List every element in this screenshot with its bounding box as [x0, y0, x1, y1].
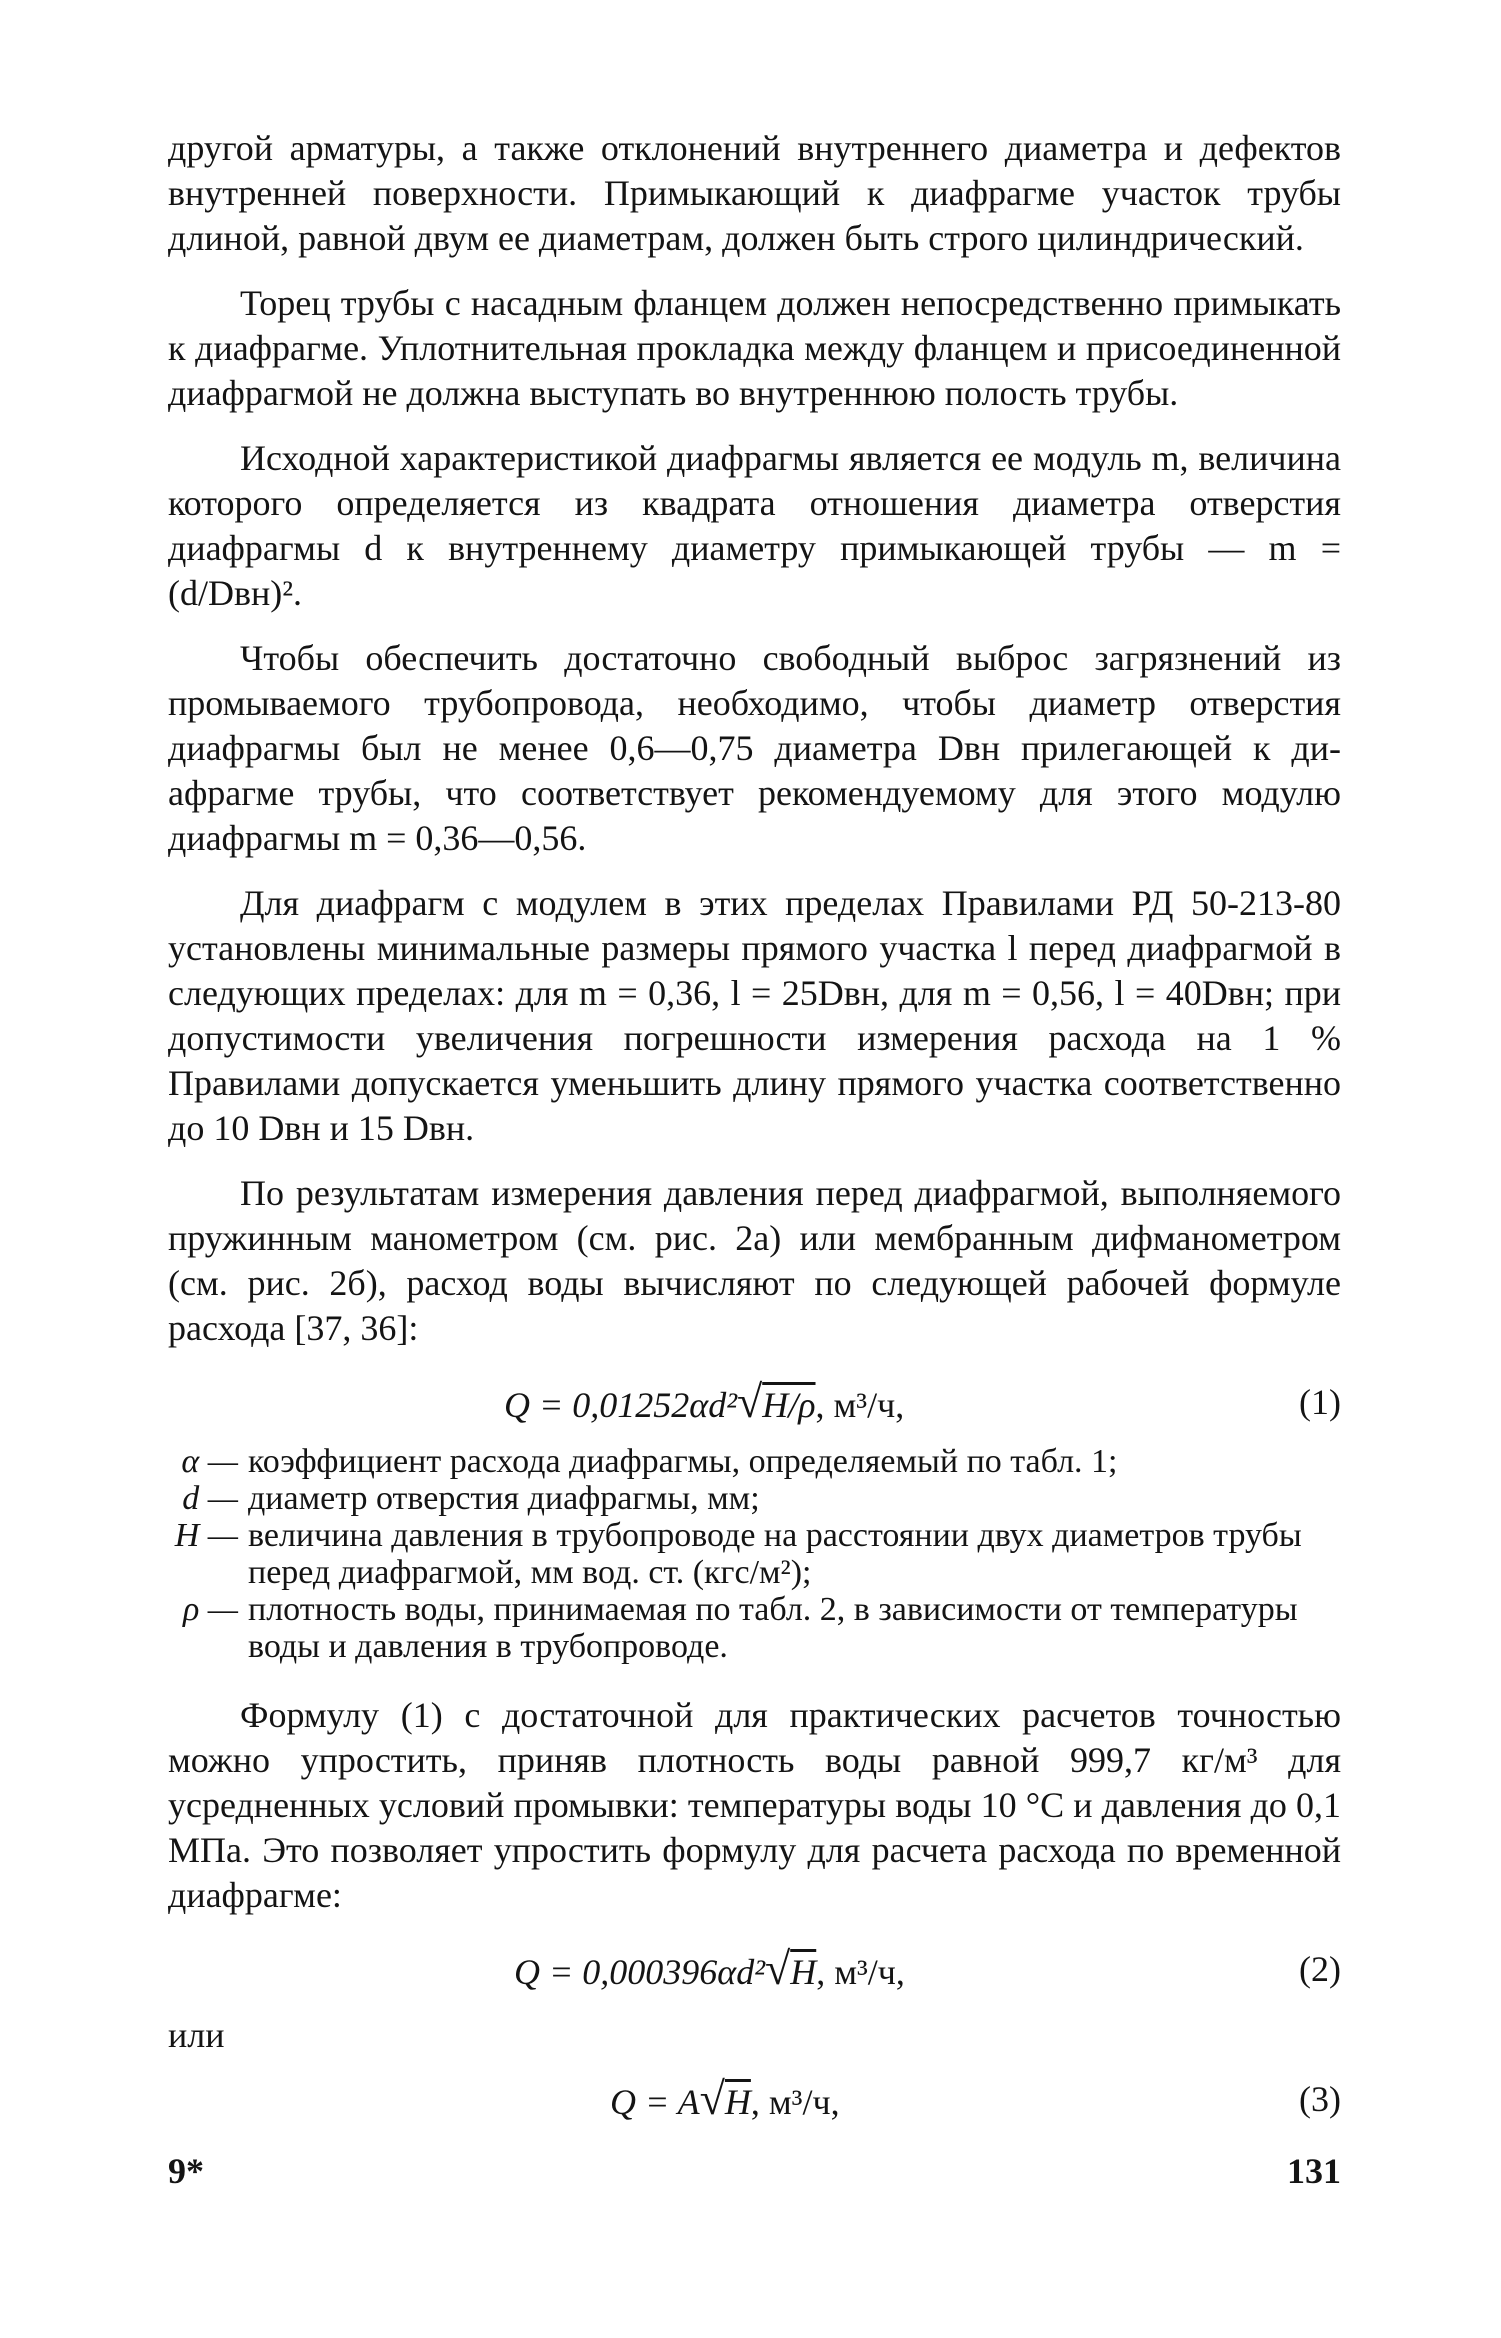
formula-1 [168, 1371, 1341, 1433]
definition-symbol: ρ — [182, 1591, 238, 1628]
definition-text: диаметр отверстия диафрагмы, мм; [248, 1480, 760, 1517]
definitions-list [168, 1443, 1341, 1665]
signature-mark: 9* [168, 2151, 204, 2191]
definition-alpha [168, 1443, 1341, 1480]
formula-1-expression [504, 1371, 904, 1436]
definition-h [168, 1517, 1341, 1591]
paragraph-4: Чтобы обеспечить достаточно свободный выброс загрязнений из промываемого трубопровода, необходимо, чтобы диаметр отверстия диафрагмы был не менее 0,6—0,75 диаметра Dвн прилегающей к диафрагме трубы, что соответствует рекомендуемому для этого модулю диафрагмы m = 0,36—0,56. [168, 638, 1341, 858]
definition-text: плотность воды, принимаемая по табл. 2, в зависимости от температуры воды и давления в трубопроводе. [248, 1591, 1298, 1665]
formula-2-unit: , м³/ч, [816, 1952, 905, 1992]
definition-symbol: H — [174, 1517, 238, 1554]
formula-1-lhs: Q = 0,01252αd² [504, 1385, 737, 1425]
formula-1-radicand: H/ρ [762, 1385, 816, 1425]
paragraph-1: другой арматуры, а также отклонений внутреннего диаметра и дефектов внутренней поверхности. Примыкающий к диафрагме участок трубы длиной, равной двум ее диаметрам, должен быть строго цилиндрический. [168, 128, 1341, 258]
paragraph-5: Для диафрагм с модулем в этих пределах Правилами РД 50-213-80 установлены минимальные размеры прямого участка l перед диафрагмой в следующих пределах: для m = 0,36, l = 25Dвн, для m = 0,56, l = 40Dвн; при допустимости увеличения погрешности измерения расхода на 1 % Правилами допускается уменьшить длину прямого участка соответственно до 10 Dвн и 15 Dвн. [168, 883, 1341, 1148]
formula-2-lhs: Q = 0,000396αd² [514, 1952, 765, 1992]
paragraph-6: По результатам измерения давления перед диафрагмой, выполняемого пружинным манометром (см. рис. 2а) или мембранным дифманометром (см. рис. 2б), расход воды вычисляют по следующей рабочей формуле расхода [37, 36]: [168, 1173, 1341, 1348]
formula-2 [168, 1938, 1341, 2000]
formula-2-number: (2) [1299, 1949, 1341, 1989]
definition-rho [168, 1591, 1341, 1665]
formula-3-unit: , м³/ч, [750, 2082, 840, 2122]
formula-3-lhs: Q = A [610, 2082, 700, 2122]
paragraph-7: Формулу (1) с достаточной для практических расчетов точностью можно упростить, приняв плотность воды равной 999,7 кг/м³ для усредненных условий промывки: температуры воды 10 °С и давления до 0,1 МПа. Это позволяет упростить формулу для расчета расхода по временной диафрагме: [168, 1695, 1341, 1915]
definition-symbol: α — [181, 1443, 238, 1480]
or-word: или [168, 2015, 225, 2055]
page-number: 131 [1287, 2151, 1341, 2191]
formula-3-radicand: H [724, 2082, 751, 2122]
paragraph-2: Торец трубы с насадным фланцем должен непосредственно примыкать к диафрагме. Уплотнительная прокладка между фланцем и присоединенной диафрагмой не должна выступать во внутреннюю полость трубы. [168, 283, 1341, 413]
formula-3-number: (3) [1299, 2079, 1341, 2119]
definition-text: величина давления в трубопроводе на расстоянии двух диаметров трубы перед диафрагмой, мм вод. ст. (кгс/м²); [248, 1517, 1302, 1591]
sqrt-symbol: √ [736, 1376, 763, 1427]
formula-2-expression [514, 1938, 905, 2003]
formula-1-unit: , м³/ч, [815, 1385, 905, 1425]
paragraph-3: Исходной характеристикой диафрагмы является ее модуль m, величина которого определяется из квадрата отношения диаметра отверстия диафрагмы d к внутреннему диаметру примыкающей трубы — m = (d/Dвн)². [168, 438, 1341, 613]
definition-d [168, 1480, 1341, 1517]
definition-symbol: d — [182, 1480, 238, 1517]
formula-3-expression [610, 2068, 840, 2133]
formula-2-radicand: H [790, 1952, 817, 1992]
page-footer [168, 2150, 1341, 2192]
formula-3 [168, 2068, 1341, 2130]
formula-1-number: (1) [1299, 1382, 1341, 1422]
sqrt-symbol: √ [699, 2073, 725, 2124]
definition-text: коэффициент расхода диафрагмы, определяемый по табл. 1; [248, 1443, 1118, 1480]
sqrt-symbol: √ [764, 1943, 791, 1994]
